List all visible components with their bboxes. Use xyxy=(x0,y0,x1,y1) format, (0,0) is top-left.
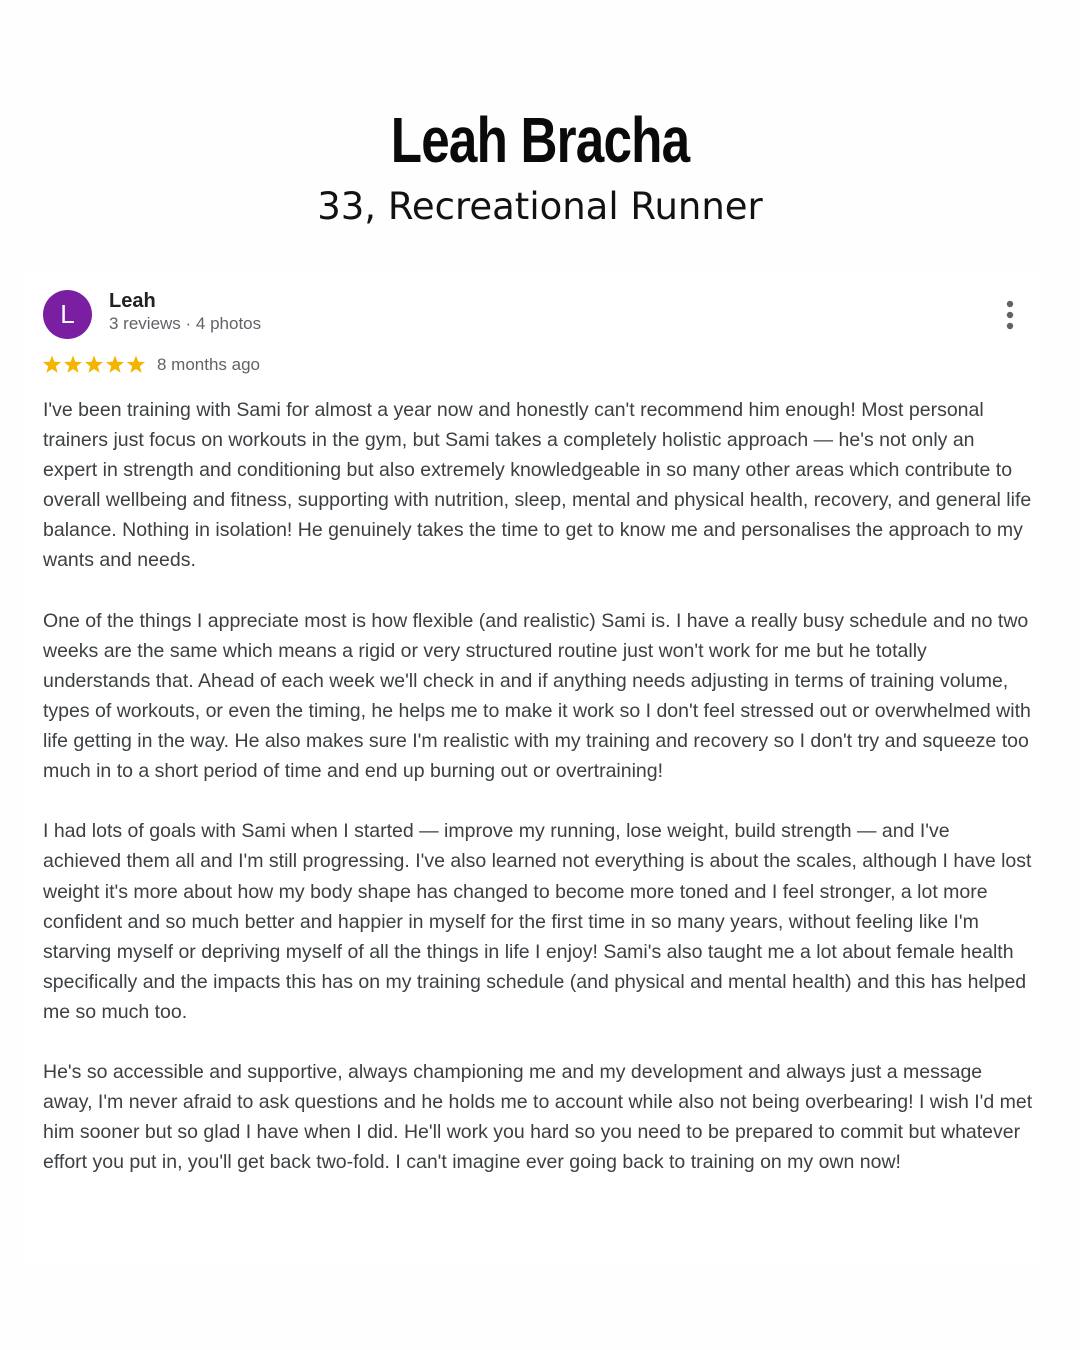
reviewer-name[interactable]: Leah xyxy=(109,290,156,312)
star-icon xyxy=(43,356,61,373)
review-text xyxy=(43,395,1033,1208)
star-icon xyxy=(127,356,145,373)
more-vert-icon xyxy=(996,298,1024,332)
review-paragraph: He's so accessible and supportive, always championing me and my development and always just a message away, I'm never afraid to ask questions and he holds me to account while also not being overbearing! I wish I'd met him sooner but so glad I have when I did. He'll work you hard so you need to be prepared to commit but whatever effort you put in, you'll get back two-fold. I can't imagine ever going back to training on my own now! xyxy=(43,1061,1033,1174)
star-rating xyxy=(42,352,148,378)
review-paragraph: I've been training with Sami for almost a year now and honestly can't recommend him enough! Most personal trainers just focus on workouts in the gym, but Sami takes a completely holistic approach — he's not only an expert in strength and conditioning but also extremely knowledgeable in so many other areas which contribute to overall wellbeing and fitness, supporting with nutrition, sleep, mental and physical health, recovery, and general life balance. Nothing in isolation! He genuinely takes the time to get to know me and personalises the approach to my wants and needs. xyxy=(43,399,1032,572)
star-icon xyxy=(64,356,82,373)
more-options-button[interactable] xyxy=(996,298,1024,332)
page-title: Leah Bracha xyxy=(390,104,690,176)
star-icon xyxy=(85,356,103,373)
review-paragraph: One of the things I appreciate most is how flexible (and realistic) Sami is. I have a really busy schedule and no two weeks are the same which means a rigid or very structured routine just won't work for me but he totally understands that. Ahead of each week we'll check in and if anything needs adjusting in terms of training volume, types of workouts, or even the timing, he helps me to make it work so I don't feel stressed out or overwhelmed with life getting in the way. He also makes sure I'm realistic with my training and recovery so I don't try and squeeze too much in to a short period of time and end up burning out or overtraining! xyxy=(43,609,1031,783)
avatar[interactable]: L xyxy=(43,290,92,339)
review-paragraph: I had lots of goals with Sami when I started — improve my running, lose weight, build strength — and I've achieved them all and I'm still progressing. I've also learned not everything is about the scales, although I have lost weight it's more about how my body shape has changed to become more toned and I feel stronger, a lot more confident and so much better and happier in myself for the first time in so many years, without feeling like I'm starving myself or depriving myself of all the things in life I enjoy! Sami's also taught me a lot about female health specifically and the impacts this has on my training schedule (and physical and mental health) and this has helped me so much too. xyxy=(43,820,1032,1023)
review-date: 8 months ago xyxy=(157,355,261,374)
reviewer-meta: 3 reviews · 4 photos xyxy=(109,314,262,333)
star-icon xyxy=(106,356,124,373)
page-subtitle: 33, Recreational Runner xyxy=(317,185,763,228)
